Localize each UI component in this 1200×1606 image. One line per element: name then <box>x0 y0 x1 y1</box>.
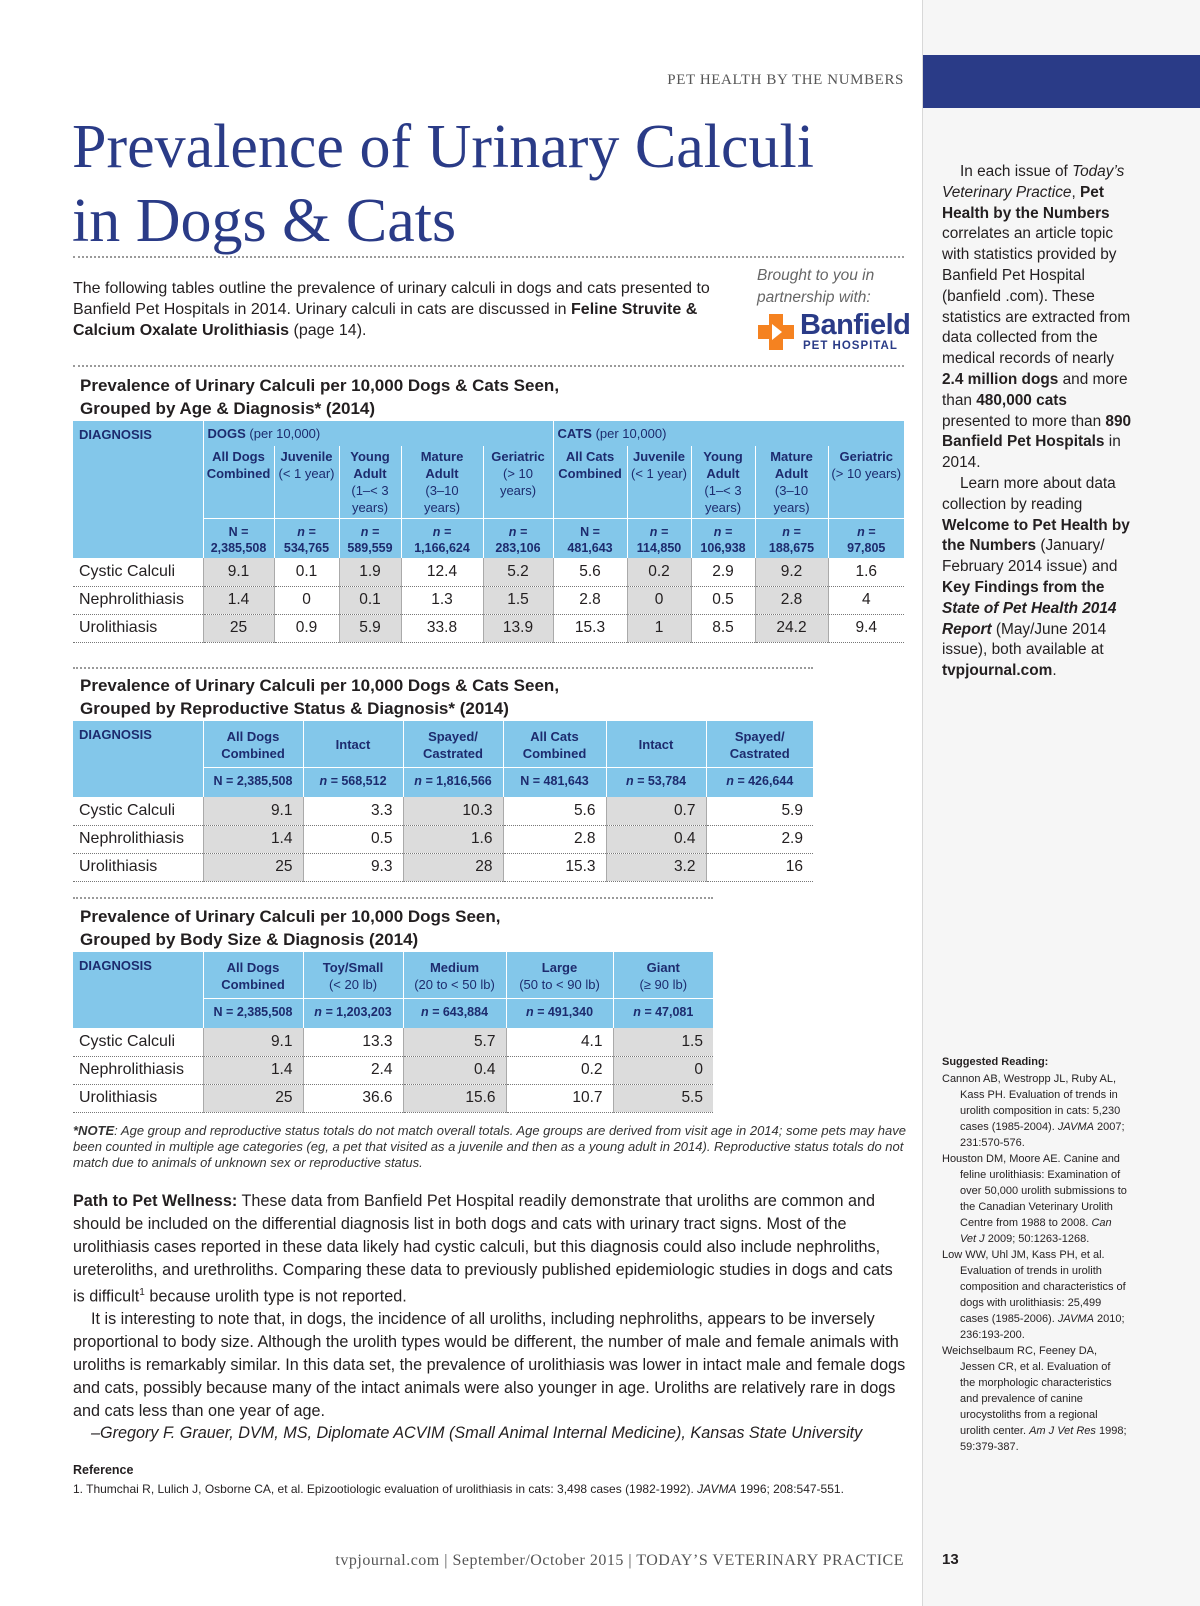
value-cell: 15.6 <box>403 1084 506 1112</box>
column-count: n = 283,106 <box>483 518 553 558</box>
row-label: Cystic Calculi <box>73 1028 203 1056</box>
column-header: Intact <box>303 721 403 767</box>
value-cell: 9.3 <box>303 853 403 881</box>
column-header: Young Adult (1–< 3 years) <box>339 446 401 518</box>
row-label: Cystic Calculi <box>73 558 203 586</box>
page-footer: tvpjournal.com | September/October 2015 | TODAY’S VETERINARY PRACTICE <box>335 1552 904 1569</box>
references <box>73 1462 893 1498</box>
value-cell: 1.3 <box>401 586 483 614</box>
column-header: All Dogs Combined <box>203 446 274 518</box>
partner-text: Brought to you in partnership with: <box>757 267 875 306</box>
table-row <box>73 825 813 853</box>
value-cell: 10.3 <box>403 797 503 825</box>
value-cell: 0.1 <box>274 558 339 586</box>
value-cell: 5.6 <box>503 797 606 825</box>
table2-divider <box>73 897 713 899</box>
body-paragraph-1: Path to Pet Wellness: These data from Banfield Pet Hospital readily demonstrate that uroliths are common and should be included on the differential diagnosis list in both dogs and cats with urinary tract signs. Most of the urolithiasis cases reported in these data likely had cystic calculi, but this diagnosis could also include nephroliths, ureteroliths, and urethroliths. Comparing these data to previously published epidemiologic studies in dogs and cats is difficult$^1$ because urolith type is not reported. <box>73 1192 893 1306</box>
column-count: n = 106,938 <box>691 518 755 558</box>
value-cell: 5.2 <box>483 558 553 586</box>
banfield-logo-sub: PET HOSPITAL <box>803 340 898 352</box>
sidebar-paragraph-2: Learn more about data collection by reading Welcome to Pet Health by the Numbers (January/ February 2014 issue) and Key Findings from the State of Pet Health 2014 Report (May/June 2014 issue), both available at tvpjournal.com. <box>942 474 1130 680</box>
column-count: n = 1,816,566 <box>403 767 503 797</box>
column-count: n = 188,675 <box>755 518 828 558</box>
value-cell: 9.1 <box>203 558 274 586</box>
value-cell: 1.5 <box>613 1028 713 1056</box>
value-cell: 0.5 <box>691 586 755 614</box>
sidebar <box>922 0 1200 1606</box>
cats-group-header: CATS (per 10,000) <box>553 421 904 446</box>
body-size-table <box>73 952 713 1113</box>
value-cell: 13.9 <box>483 614 553 642</box>
banfield-cross-icon <box>756 312 796 352</box>
column-count: n = 568,512 <box>303 767 403 797</box>
suggested-reading-item: Low WW, Uhl JM, Kass PH, et al. Evaluation of trends in urolith composition and characteristics of dogs with urolithiasis: 25,499 cases (1985-2006). JAVMA 2010; 236:193-200. <box>942 1249 1126 1341</box>
table-row <box>73 853 813 881</box>
value-cell: 2.9 <box>691 558 755 586</box>
column-header: All Dogs Combined <box>203 952 303 998</box>
column-header: Intact <box>606 721 706 767</box>
value-cell: 2.9 <box>706 825 813 853</box>
references-title: Reference <box>73 1463 134 1477</box>
value-cell: 24.2 <box>755 614 828 642</box>
banfield-logo <box>756 309 911 352</box>
value-cell: 9.1 <box>203 1028 303 1056</box>
column-count: N = 2,385,508 <box>203 767 303 797</box>
value-cell: 0.2 <box>506 1056 613 1084</box>
value-cell: 1.4 <box>203 825 303 853</box>
dogs-group-header: DOGS (per 10,000) <box>203 421 553 446</box>
value-cell: 1.9 <box>339 558 401 586</box>
intro-paragraph: The following tables outline the prevalence of urinary calculi in dogs and cats presented to Banfield Pet Hospitals in 2014. Urinary calculi in cats are discussed in Feline Struvite & Calcium Oxalate Urolithiasis (page 14). <box>73 280 710 339</box>
table-row <box>73 1056 713 1084</box>
value-cell: 1.6 <box>403 825 503 853</box>
value-cell: 0.4 <box>606 825 706 853</box>
value-cell: 25 <box>203 614 274 642</box>
value-cell: 25 <box>203 853 303 881</box>
column-count: n = 114,850 <box>627 518 691 558</box>
column-count: n = 53,784 <box>606 767 706 797</box>
diagnosis-header: DIAGNOSIS <box>73 952 203 1028</box>
value-cell: 9.1 <box>203 797 303 825</box>
value-cell: 8.5 <box>691 614 755 642</box>
sidebar-color-bar <box>923 55 1200 108</box>
column-header: Spayed/ Castrated <box>706 721 813 767</box>
column-header: Spayed/ Castrated <box>403 721 503 767</box>
column-header: Toy/Small (< 20 lb) <box>303 952 403 998</box>
value-cell: 15.3 <box>553 614 627 642</box>
value-cell: 1.5 <box>483 586 553 614</box>
table3-title: Prevalence of Urinary Calculi per 10,000 Dogs Seen, Grouped by Body Size & Diagnosis (2014) <box>80 907 501 949</box>
table-row <box>73 1084 713 1112</box>
value-cell: 12.4 <box>401 558 483 586</box>
value-cell: 3.2 <box>606 853 706 881</box>
article-link[interactable]: Feline Struvite & Calcium Oxalate Urolithiasis <box>73 301 698 339</box>
column-header: Giant (≥ 90 lb) <box>613 952 713 998</box>
value-cell: 1.4 <box>203 586 274 614</box>
value-cell: 4 <box>828 586 904 614</box>
value-cell: 16 <box>706 853 813 881</box>
intro-divider <box>73 365 904 367</box>
value-cell: 5.9 <box>706 797 813 825</box>
row-label: Cystic Calculi <box>73 797 203 825</box>
value-cell: 2.8 <box>553 586 627 614</box>
value-cell: 2.8 <box>755 586 828 614</box>
page-title <box>72 110 902 258</box>
age-diagnosis-table <box>73 421 904 643</box>
page-number: 13 <box>942 1551 959 1568</box>
column-count: N = 2,385,508 <box>203 518 274 558</box>
column-header: All Cats Combined <box>503 721 606 767</box>
value-cell: 4.1 <box>506 1028 613 1056</box>
table2-title: Prevalence of Urinary Calculi per 10,000 Dogs & Cats Seen, Grouped by Reproductive Status & Diagnosis* (2014) <box>80 676 560 718</box>
value-cell: 5.5 <box>613 1084 713 1112</box>
suggested-reading-title: Suggested Reading: <box>942 1056 1049 1068</box>
body-paragraph-2: It is interesting to note that, in dogs, the incidence of all uroliths, including nephroliths, appears to be inversely proportional to body size. Although the urolith types would be different, the number of male and female animals with uroliths is remarkably similar. In this data set, the prevalence of urolithiasis was lower in intact male and female dogs and cats, possibly because many of the intact animals were also younger in age. Uroliths are relatively rare in dogs and cats less than one year of age. <box>73 1309 906 1420</box>
value-cell: 15.3 <box>503 853 606 881</box>
table-row <box>73 586 904 614</box>
value-cell: 5.9 <box>339 614 401 642</box>
section-label: PET HEALTH BY THE NUMBERS <box>667 72 904 88</box>
value-cell: 9.2 <box>755 558 828 586</box>
value-cell: 1.6 <box>828 558 904 586</box>
diagnosis-header: DIAGNOSIS <box>73 721 203 797</box>
value-cell: 25 <box>203 1084 303 1112</box>
suggested-reading-item: Cannon AB, Westropp JL, Ruby AL, Kass PH. Evaluation of trends in urolith composition in cats: 5,230 cases (1985-2004). JAVMA 2007; 231:570-576. <box>942 1073 1125 1149</box>
reference-item: 1. Thumchai R, Lulich J, Osborne CA, et al. Epizootiologic evaluation of urolithiasis in cats: 3,498 cases (1982-1992). JAVMA 1996; 208:547-551. <box>73 1482 844 1496</box>
title-line-2: in Dogs & Cats <box>72 187 457 255</box>
column-count: n = 47,081 <box>613 998 713 1028</box>
row-label: Nephrolithiasis <box>73 586 203 614</box>
column-count: N = 481,643 <box>553 518 627 558</box>
sidebar-paragraph-1: In each issue of Today’s Veterinary Practice, Pet Health by the Numbers correlates an article topic with statistics provided by Banfield Pet Hospital (banfield .com). These statistics are extracted from data collected from the medical records of nearly 2.4 million dogs and more than 480,000 cats presented to more than 890 Banfield Pet Hospitals in 2014. <box>942 163 1132 472</box>
row-label: Nephrolithiasis <box>73 825 203 853</box>
value-cell: 0.2 <box>627 558 691 586</box>
column-header: Juvenile (< 1 year) <box>274 446 339 518</box>
suggested-reading-item: Houston DM, Moore AE. Canine and feline urolithiasis: Examination of over 50,000 urolith submissions to the Canadian Veterinary Urolith Centre from 1988 to 2008. Can Vet J 2009; 50:1263-1268. <box>942 1153 1127 1245</box>
title-line-1: Prevalence of Urinary Calculi <box>72 113 814 181</box>
value-cell: 0 <box>627 586 691 614</box>
diagnosis-header: DIAGNOSIS <box>73 421 203 558</box>
column-count: n = 534,765 <box>274 518 339 558</box>
value-cell: 5.7 <box>403 1028 506 1056</box>
column-count: n = 1,203,203 <box>303 998 403 1028</box>
column-header: All Cats Combined <box>553 446 627 518</box>
row-label: Nephrolithiasis <box>73 1056 203 1084</box>
suggested-reading-item: Weichselbaum RC, Feeney DA, Jessen CR, et al. Evaluation of the morphologic characteristics and prevalence of canine urocystoliths from a regional urolith center. Am J Vet Res 1998; 59:379-387. <box>942 1345 1127 1453</box>
journal-link[interactable]: tvpjournal.com <box>942 662 1053 680</box>
value-cell: 13.3 <box>303 1028 403 1056</box>
column-count: n = 1,166,624 <box>401 518 483 558</box>
value-cell: 0.5 <box>303 825 403 853</box>
value-cell: 0.9 <box>274 614 339 642</box>
value-cell: 3.3 <box>303 797 403 825</box>
column-count: N = 2,385,508 <box>203 998 303 1028</box>
column-count: n = 491,340 <box>506 998 613 1028</box>
table-note: *NOTE: Age group and reproductive status totals do not match overall totals. Age groups are derived from visit age in 2014; some pets may have been counted in multiple age categories (eg, a pet that visited as a juvenile and then as a young adult in 2014). Reproductive status totals do not match due to animals of unknown sex or reproductive status. <box>73 1123 906 1170</box>
value-cell: 9.4 <box>828 614 904 642</box>
row-label: Urolithiasis <box>73 1084 203 1112</box>
banfield-logo-name: Banfield <box>800 309 911 341</box>
column-header: Juvenile (< 1 year) <box>627 446 691 518</box>
table-row <box>73 558 904 586</box>
value-cell: 36.6 <box>303 1084 403 1112</box>
column-header: Mature Adult (3–10 years) <box>755 446 828 518</box>
table1-title: Prevalence of Urinary Calculi per 10,000 Dogs & Cats Seen, Grouped by Age & Diagnosis* (2014) <box>80 376 560 418</box>
column-count: n = 97,805 <box>828 518 904 558</box>
column-header: All Dogs Combined <box>203 721 303 767</box>
table1-divider <box>73 667 813 669</box>
column-count: n = 643,884 <box>403 998 506 1028</box>
column-header: Medium (20 to < 50 lb) <box>403 952 506 998</box>
value-cell: 2.8 <box>503 825 606 853</box>
value-cell: 0.7 <box>606 797 706 825</box>
author-signature: –Gregory F. Grauer, DVM, MS, Diplomate ACVIM (Small Animal Internal Medicine), Kansas State University <box>91 1424 863 1443</box>
sidebar-intro <box>942 162 1132 682</box>
table-row <box>73 797 813 825</box>
table-row <box>73 614 904 642</box>
value-cell: 0.4 <box>403 1056 506 1084</box>
column-count: n = 426,644 <box>706 767 813 797</box>
column-count: N = 481,643 <box>503 767 606 797</box>
column-header: Geriatric (> 10 years) <box>483 446 553 518</box>
column-header: Young Adult (1–< 3 years) <box>691 446 755 518</box>
value-cell: 10.7 <box>506 1084 613 1112</box>
reproductive-status-table <box>73 721 813 882</box>
column-header: Large (50 to < 90 lb) <box>506 952 613 998</box>
row-label: Urolithiasis <box>73 614 203 642</box>
value-cell: 0 <box>274 586 339 614</box>
article-body <box>73 1190 908 1445</box>
value-cell: 28 <box>403 853 503 881</box>
value-cell: 0 <box>613 1056 713 1084</box>
suggested-reading <box>942 1054 1128 1455</box>
column-header: Mature Adult (3–10 years) <box>401 446 483 518</box>
value-cell: 1 <box>627 614 691 642</box>
value-cell: 5.6 <box>553 558 627 586</box>
row-label: Urolithiasis <box>73 853 203 881</box>
title-divider <box>73 256 904 258</box>
value-cell: 33.8 <box>401 614 483 642</box>
value-cell: 1.4 <box>203 1056 303 1084</box>
table-row <box>73 1028 713 1056</box>
column-count: n = 589,559 <box>339 518 401 558</box>
column-header: Geriatric (> 10 years) <box>828 446 904 518</box>
value-cell: 0.1 <box>339 586 401 614</box>
value-cell: 2.4 <box>303 1056 403 1084</box>
suggested-reading-list <box>942 1071 1128 1455</box>
